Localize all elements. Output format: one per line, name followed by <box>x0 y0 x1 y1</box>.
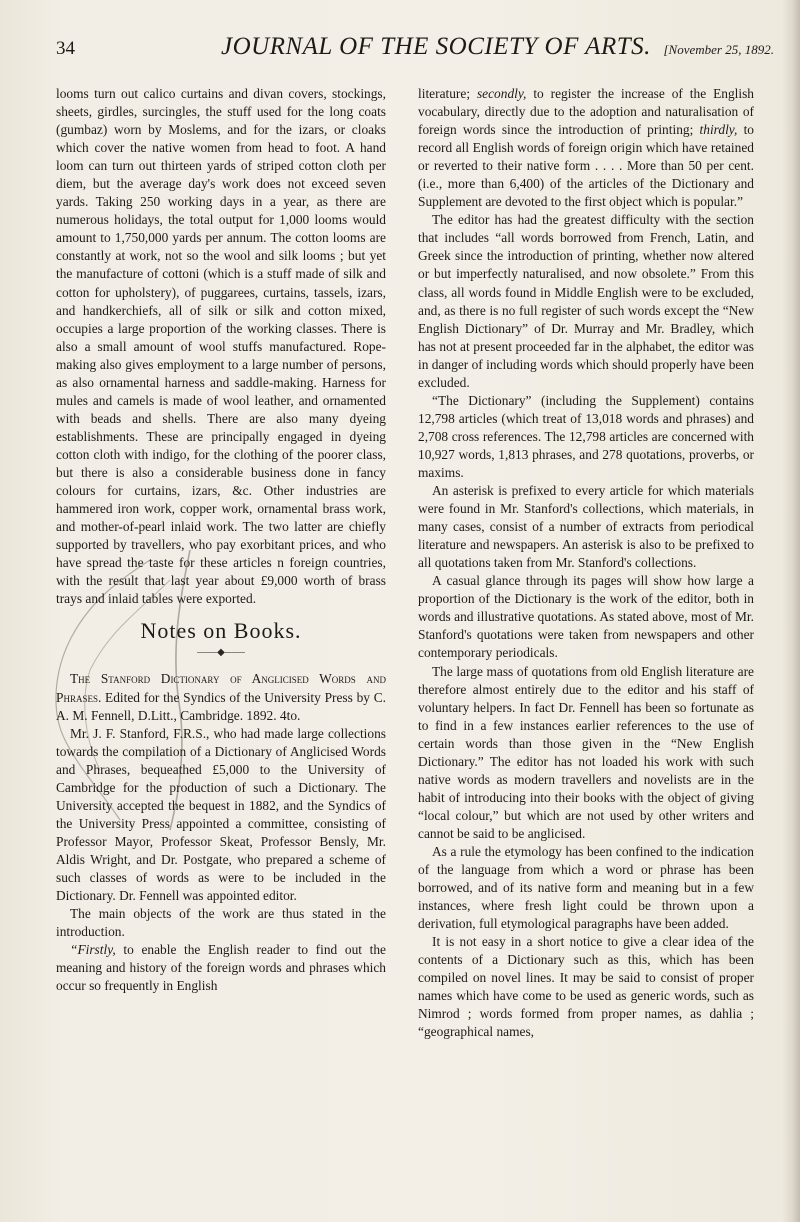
page-header <box>56 30 774 70</box>
paragraph-contents: It is not easy in a short notice to give a clear idea of the contents of a Dictionary such as this, which has been compiled on novel lines. It may be said to consist of proper names which have come to be used as generic words, such as Nimrod ; words formed from proper names, as dahlia ; “geographical names, <box>418 934 754 1040</box>
paragraph-industries: looms turn out calico curtains and divan covers, stockings, sheets, girdles, surcingles, the stuff used for the long coats (gumbaz) worn by Moslems, and for the izars, or cloaks which cover the native women from head to foot. A hand loom can turn out thirteen yards of striped cotton cloth per diem, but the average day's work does not exceed seven yards. Taking 250 working days in a year, as there are numerous holidays, the total output for 1,000 looms would amount to 1,750,000 yards per annum. The cotton looms are constantly at work, not so the wool and silk looms ; but yet the manufacture of cottoni (which is a stuff made of silk and cotton for upholstery), of puggarees, curtains, tassels, izars, and handkerchiefs, all of silk or silk and cotton mixed, occupies a large proportion of the working classes. There is also a small amount of wool stuffs manufactured. Rope-making also gives employment to a large number of persons, as also ornamental harness and saddle-making. Harness for mules and camels is made of wool leather, and ornamented with beads and shells. There are also many dyeing establishments. These are principally engaged in dyeing cotton cloth with indigo, for the clothing of the poorer class, but there is also a considerable business done in fancy colours for curtains, izars, &c. Other industries are hammered iron work, copper work, ornamental brass work, and mother-of-pearl inlaid work. The two latter are chiefly supported by travellers, who pay exorbitant prices, and who have spread the taste for these articles n foreign countries, with the result that last year about £9,000 worth of brass trays and inlaid tables were exported. <box>56 86 386 607</box>
journal-title: JOURNAL OF THE SOCIETY OF ARTS. <box>221 33 651 60</box>
firstly-lead: “Firstly, <box>70 942 116 958</box>
review-meta: Edited for the Syndics of the University Press by C. A. M. Fennell, D.Litt., Cambridge. 1892. 4to. <box>56 689 386 723</box>
review-title: The Stanford Dictionary of Anglicised Words and Phrases. <box>56 671 386 705</box>
paragraph-difficulty: The editor has had the greatest difficulty with the section that includes “all words borrowed from French, Latin, and Greek since the introduction of printing, whether now altered or but imperfectly naturalised, and now obsolete.” From this class, all words found in Middle English were to be excluded, and, as there is no full register of such words except the “New English Dictionary” of Dr. Murray and Mr. Bradley, which has not at present proceeded far in the alphabet, the editor was in danger of including words which should properly have been excluded. <box>418 212 754 390</box>
paragraph-statistics: “The Dictionary” (including the Supplement) contains 12,798 articles (which treat of 13,018 words and phrases) and 2,708 cross references. The 12,798 articles are concerned with 10,927 words, 1,813 phrases, and 278 quotations, proverbs, or maxims. <box>418 392 754 480</box>
paragraph-casual-glance: A casual glance through its pages will show how large a proportion of the Dictionary is the work of the editor, both in words and illustrative quotations. As stated above, most of Mr. Stanford's quotations were taken from newspapers and other contemporary periodicals. <box>418 573 754 661</box>
section-heading-notes-on-books: Notes on Books. <box>140 618 302 644</box>
text-run: to register the increase of the English vocabulary, directly due to the adoption and naturalisation of foreign words since the introduction of printing; <box>418 86 754 138</box>
paragraph-asterisk: An asterisk is prefixed to every article for which materials were found in Mr. Stanford's collections, which materials, in many cases, consist of a number of extracts from periodical literature and newspapers. An asterisk is also to be prefixed to all quotations taken from Mr. Stanford's collections. <box>418 483 754 571</box>
review-entry <box>56 670 386 724</box>
paragraph-quotations: The large mass of quotations from old English literature are therefore almost entirely due to the editor and his staff of voluntary helpers. In fact Dr. Fennell has been so fortunate as to find in a few instances earlier references to the use of certain words than those given in the “New English Dictionary.” The editor has not loaded his work with such native words as modern travellers and novelists are in the habit of introducing into their books with the object of giving “local colour,” but which are not used by other writers and cannot be said to be anglicised. <box>418 663 754 841</box>
section-divider: ——◆—— <box>197 647 245 659</box>
issue-date: [November 25, 1892. <box>663 42 774 57</box>
text-run: to record all English words of foreign origin which have retained or reverted to their native form . . . . More than 50 per cent. (i.e., more than 6,400) of the articles of the Dictionary and Supplement are devoted to the first object which is popular.” <box>418 122 754 210</box>
text-run-italic: secondly, <box>476 86 527 101</box>
paragraph-bequest: Mr. J. F. Stanford, F.R.S., who had made large collections towards the compilation of a Dictionary of Anglicised Words and Phrases, bequeathed £5,000 to the University of Cambridge for the production of such a Dictionary. The University accepted the bequest in 1882, and the Syndics of the University Press appointed a committee, consisting of Professor Mayor, Professor Skeat, Professor Bensly, Mr. Aldis Wright, and Dr. Postgate, who prepared a scheme of such classes of words as were to be included in the Dictionary. Dr. Fennell was appointed editor. <box>56 725 386 904</box>
firstly-text: to enable the English reader to find out the meaning and history of the foreign words and phrases which occur so frequently in English <box>56 942 386 994</box>
paragraph-firstly <box>56 941 386 995</box>
paragraph-continued-objects <box>418 85 754 211</box>
paragraph-objects: The main objects of the work are thus stated in the introduction. <box>56 906 386 940</box>
page-number: 34 <box>56 38 75 59</box>
paragraph-etymology: As a rule the etymology has been confined to the indication of the language from which a word or phrase has been borrowed, and of its native form and meaning but in a few instances, where fresh light could be thrown upon a derivation, full etymological paragraphs have been added. <box>418 843 754 932</box>
text-run-italic: thirdly, <box>699 122 738 138</box>
text-run: literature; <box>418 86 477 101</box>
left-column <box>56 85 386 995</box>
page-edge-shadow <box>782 0 800 1222</box>
right-column <box>418 85 754 1041</box>
